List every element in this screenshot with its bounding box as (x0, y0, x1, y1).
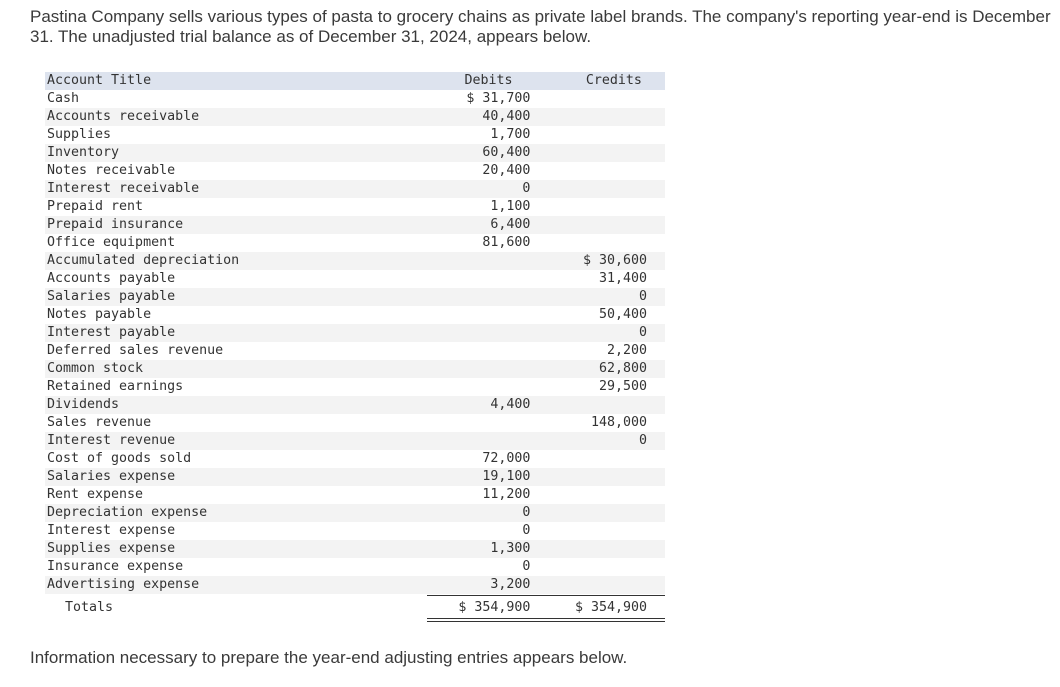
account-cell: Inventory (47, 145, 120, 160)
credit-cell (532, 576, 665, 594)
debit-cell: 60,400 (482, 145, 531, 160)
totals-label: Totals (65, 600, 114, 615)
account-cell: Interest revenue (47, 433, 176, 448)
credit-cell (532, 558, 665, 576)
credit-cell (532, 468, 665, 486)
account-cell: Accounts receivable (47, 109, 200, 124)
header-debits: Debits (464, 73, 513, 88)
total-double-rule (427, 618, 665, 622)
credit-cell: 0 (638, 325, 647, 340)
account-cell: Office equipment (47, 235, 176, 250)
debit-cell: 11,200 (482, 487, 531, 502)
table-row (45, 234, 665, 252)
debit-cell: 72,000 (482, 451, 531, 466)
account-cell: Advertising expense (47, 577, 200, 592)
debit-cell: 0 (522, 559, 531, 574)
account-cell: Supplies (47, 127, 112, 142)
debit-cell (418, 306, 533, 324)
debit-cell (418, 270, 533, 288)
table-row (45, 522, 665, 540)
table-body (45, 90, 665, 594)
account-cell: Accounts payable (47, 271, 176, 286)
table-row (45, 414, 665, 432)
credit-cell (532, 522, 665, 540)
table-row (45, 342, 665, 360)
debit-cell (418, 288, 533, 306)
table-row (45, 486, 665, 504)
account-cell: Rent expense (47, 487, 144, 502)
debit-cell (418, 360, 533, 378)
debit-cell: 0 (522, 523, 531, 538)
debit-cell: 0 (522, 505, 531, 520)
account-cell: Salaries payable (47, 289, 176, 304)
table-row (45, 270, 665, 288)
account-cell: Notes receivable (47, 163, 176, 178)
account-cell: Deferred sales revenue (47, 343, 224, 358)
debit-cell (418, 252, 533, 270)
totals-credit: $ 354,900 (574, 600, 647, 615)
table-row (45, 324, 665, 342)
credit-cell: 0 (638, 433, 647, 448)
subtotal-rule (427, 595, 665, 596)
debit-cell: 20,400 (482, 163, 531, 178)
account-cell: Supplies expense (47, 541, 176, 556)
trial-balance-table (45, 72, 665, 618)
credit-cell: 29,500 (598, 379, 647, 394)
credit-cell (532, 450, 665, 468)
debit-cell: 4,400 (490, 397, 531, 412)
table-row (45, 126, 665, 144)
table-row (45, 360, 665, 378)
credit-cell (532, 108, 665, 126)
credit-cell (532, 234, 665, 252)
account-cell: Prepaid insurance (47, 217, 184, 232)
account-cell: Interest receivable (47, 181, 200, 196)
account-cell: Interest payable (47, 325, 176, 340)
table-row (45, 378, 665, 396)
table-row (45, 216, 665, 234)
debit-cell: 1,100 (490, 199, 531, 214)
table-row (45, 198, 665, 216)
credit-cell: 148,000 (590, 415, 647, 430)
account-cell: Interest expense (47, 523, 176, 538)
credit-cell (532, 486, 665, 504)
table-row (45, 288, 665, 306)
account-cell: Cost of goods sold (47, 451, 192, 466)
account-cell: Sales revenue (47, 415, 152, 430)
debit-cell: 40,400 (482, 109, 531, 124)
debit-cell (418, 324, 533, 342)
totals-row (45, 598, 665, 618)
credit-cell (532, 90, 665, 108)
debit-cell: 19,100 (482, 469, 531, 484)
table-row (45, 450, 665, 468)
credit-cell (532, 504, 665, 522)
debit-cell (418, 414, 533, 432)
totals-debit: $ 354,900 (458, 600, 531, 615)
table-row (45, 558, 665, 576)
credit-cell: 31,400 (598, 271, 647, 286)
credit-cell: 2,200 (606, 343, 647, 358)
account-cell: Notes payable (47, 307, 152, 322)
problem-intro: Pastina Company sells various types of pasta to grocery chains as private label brands. The company's reporting year-end is December 31. The unadjusted trial balance as of December 31, 2024, appears below. (30, 7, 1051, 46)
debit-cell (418, 342, 533, 360)
credit-cell (532, 540, 665, 558)
debit-cell (418, 378, 533, 396)
credit-cell (532, 126, 665, 144)
credit-cell (532, 198, 665, 216)
debit-cell: 81,600 (482, 235, 531, 250)
account-cell: Cash (47, 91, 80, 106)
credit-cell: 62,800 (598, 361, 647, 376)
account-cell: Common stock (47, 361, 144, 376)
table-row (45, 144, 665, 162)
account-cell: Prepaid rent (47, 199, 144, 214)
credit-cell (532, 180, 665, 198)
credit-cell (532, 216, 665, 234)
table-row (45, 468, 665, 486)
table-row (45, 540, 665, 558)
table-row (45, 306, 665, 324)
table-row (45, 252, 665, 270)
table-row (45, 432, 665, 450)
account-cell: Depreciation expense (47, 505, 208, 520)
table-row (45, 180, 665, 198)
credit-cell (532, 144, 665, 162)
debit-cell: 0 (522, 181, 531, 196)
credit-cell (532, 162, 665, 180)
credit-cell (532, 396, 665, 414)
credit-cell: $ 30,600 (582, 253, 647, 268)
credit-cell: 0 (638, 289, 647, 304)
account-cell: Dividends (47, 397, 120, 412)
header-account-title: Account Title (47, 73, 152, 88)
account-cell: Retained earnings (47, 379, 184, 394)
debit-cell: 3,200 (490, 577, 531, 592)
debit-cell: $ 31,700 (466, 91, 531, 106)
account-cell: Insurance expense (47, 559, 184, 574)
table-row (45, 108, 665, 126)
table-row (45, 504, 665, 522)
debit-cell: 6,400 (490, 217, 531, 232)
debit-cell (418, 432, 533, 450)
credit-cell: 50,400 (598, 307, 647, 322)
account-cell: Salaries expense (47, 469, 176, 484)
debit-cell: 1,700 (490, 127, 531, 142)
adjusting-info-text: Information necessary to prepare the year-end adjusting entries appears below. (30, 648, 628, 667)
table-row (45, 162, 665, 180)
table-header (45, 72, 665, 90)
table-row (45, 396, 665, 414)
debit-cell: 1,300 (490, 541, 531, 556)
header-credits: Credits (585, 73, 642, 88)
table-row (45, 90, 665, 108)
table-row (45, 576, 665, 594)
account-cell: Accumulated depreciation (47, 253, 240, 268)
